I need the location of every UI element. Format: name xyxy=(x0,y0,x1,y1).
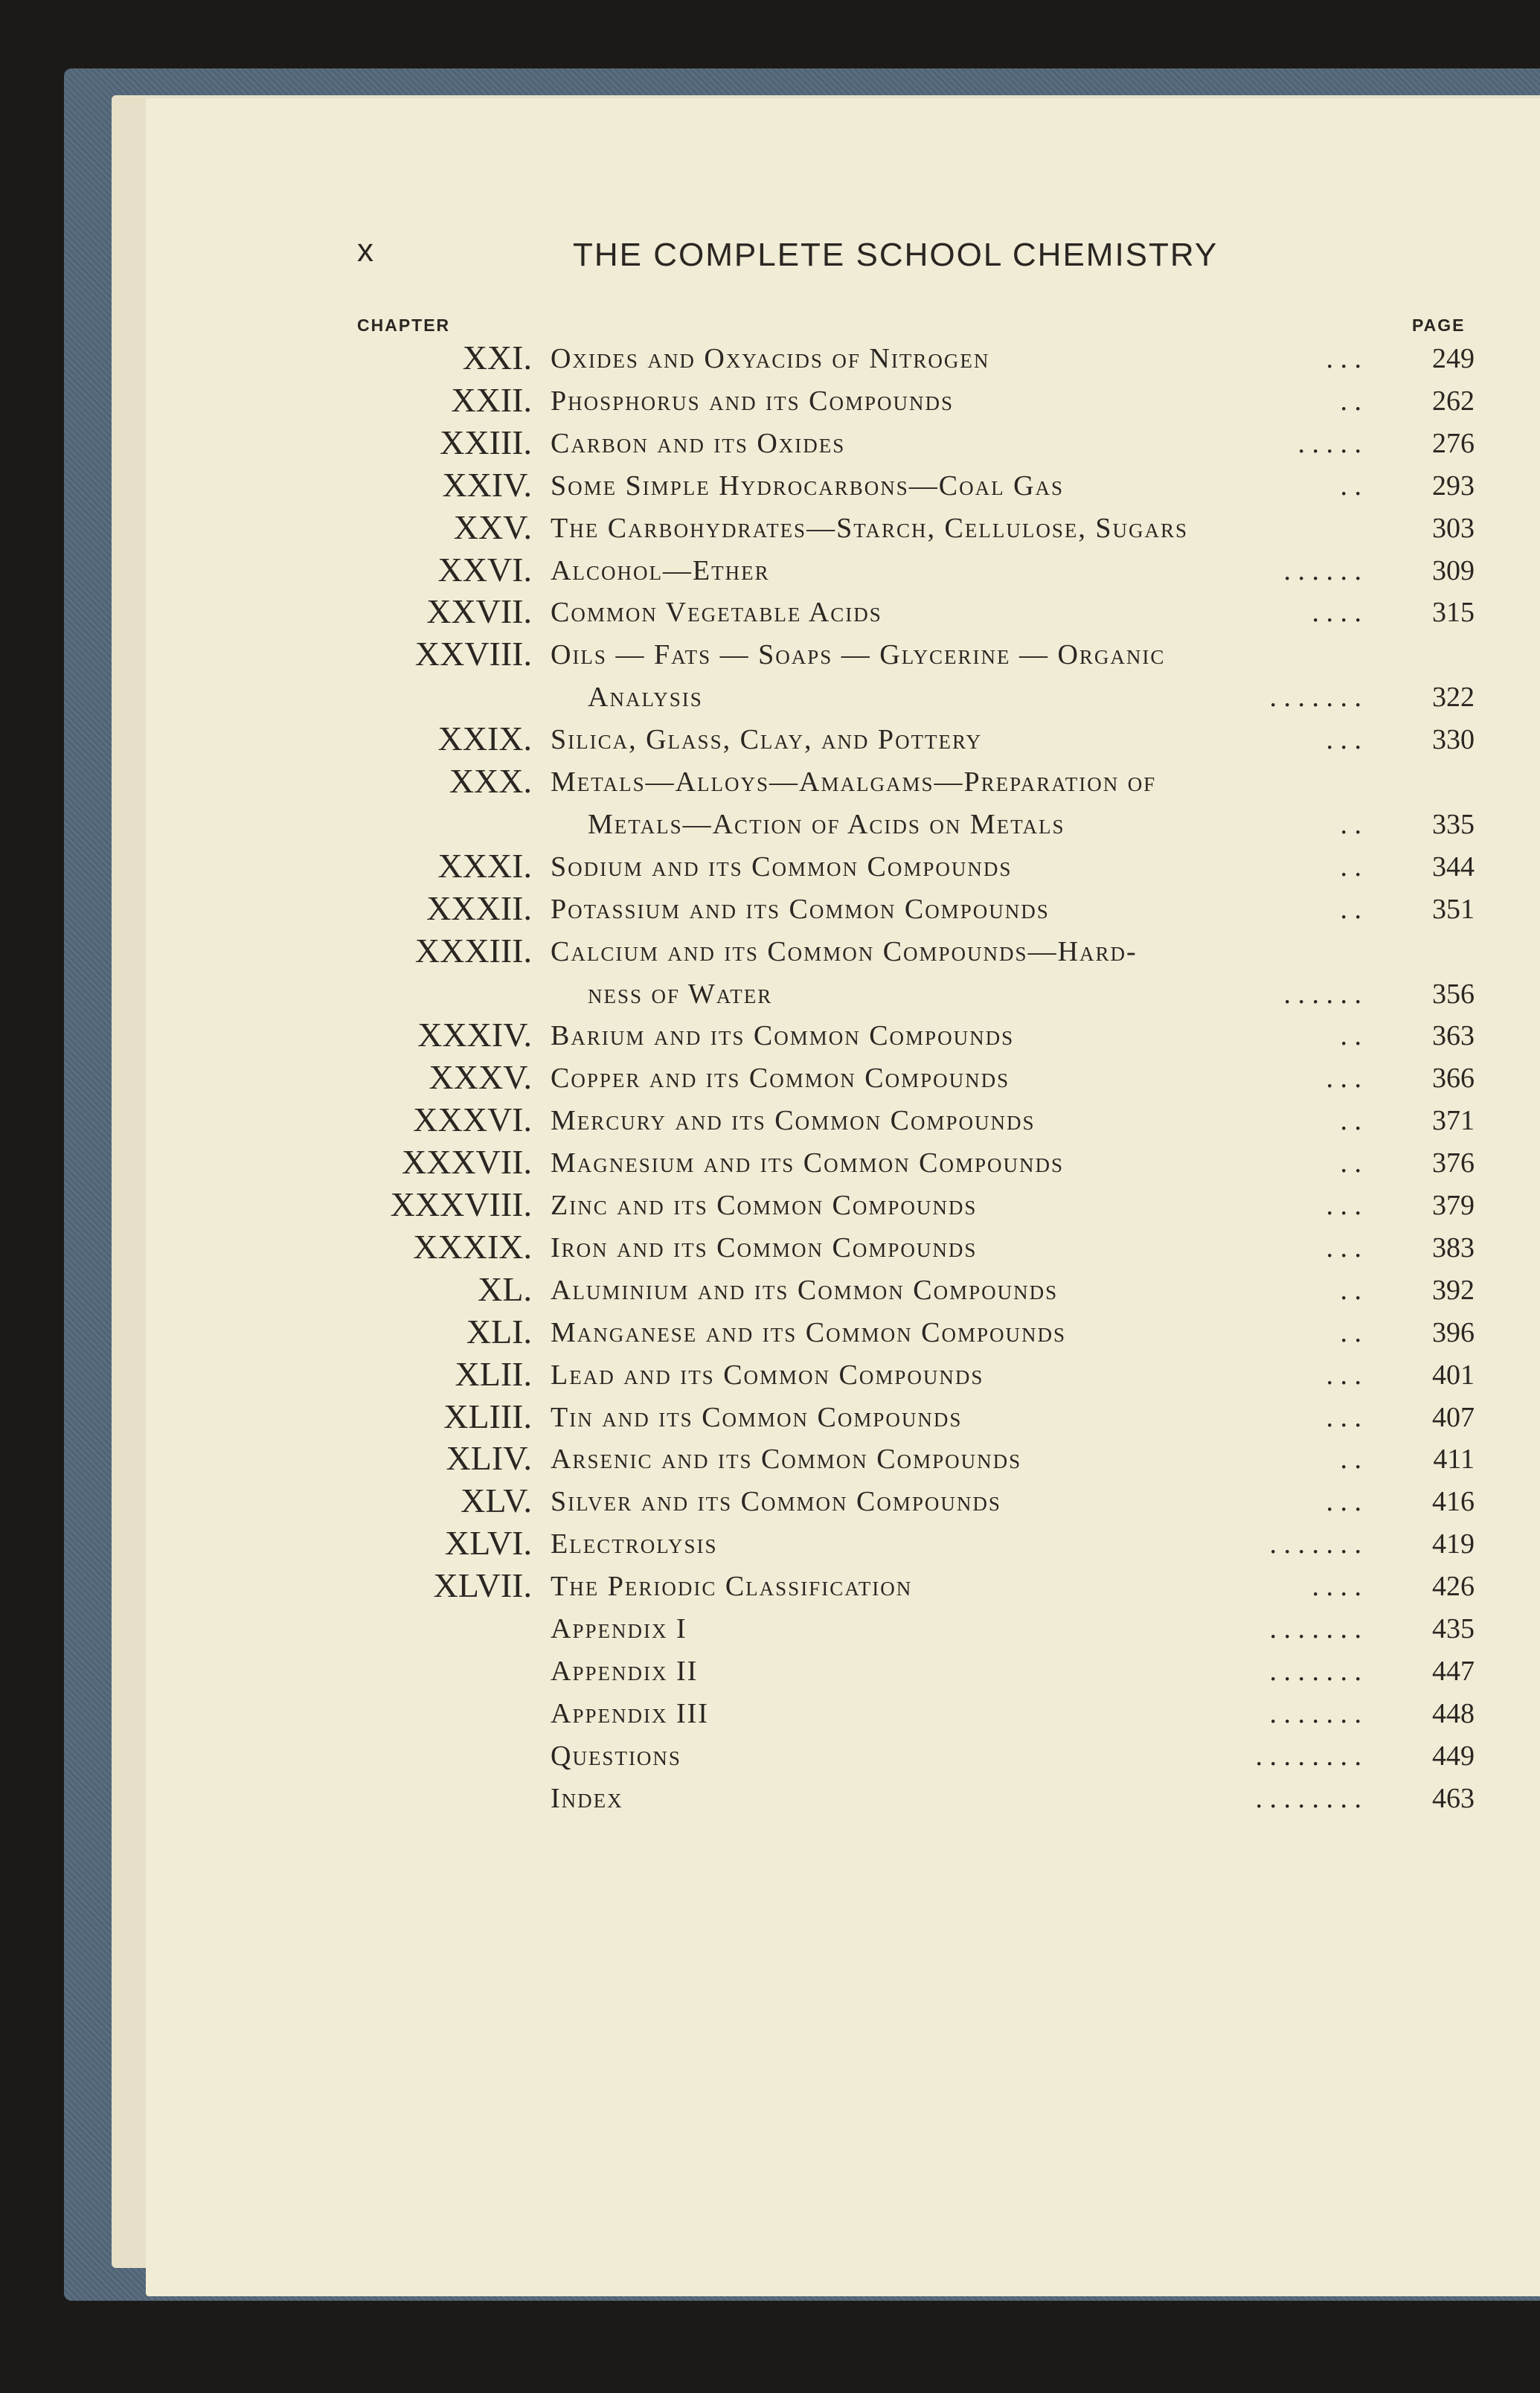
leader-dots: . . . . . . . . xyxy=(1255,1783,1361,1814)
chapter-title: Electrolysis xyxy=(551,1528,718,1560)
chapter-title: Sodium and its Common Compounds xyxy=(551,851,1013,882)
leader-dots: . . xyxy=(1340,1317,1361,1348)
chapter-title: Silver and its Common Compounds xyxy=(551,1486,1001,1517)
chapter-number: XXIX. xyxy=(437,720,532,757)
toc-entry xyxy=(0,1566,1540,1608)
chapter-title: Some Simple Hydrocarbons—Coal Gas xyxy=(551,470,1065,502)
chapter-title: ness of Water xyxy=(588,978,773,1010)
toc-entry xyxy=(0,1481,1540,1523)
leader-dots: . . . . xyxy=(1312,597,1361,628)
toc-entry xyxy=(0,1057,1540,1100)
page-number: 416 xyxy=(1432,1486,1475,1517)
page-number: 383 xyxy=(1432,1232,1475,1263)
toc-entry xyxy=(0,761,1540,804)
page-number: 363 xyxy=(1432,1020,1475,1051)
page-number: 411 xyxy=(1433,1444,1475,1475)
page-number: 276 xyxy=(1432,428,1475,459)
page-number: 371 xyxy=(1432,1105,1475,1136)
toc-entry xyxy=(0,1693,1540,1735)
toc-entry xyxy=(0,1185,1540,1227)
toc-entry xyxy=(0,592,1540,634)
page-number: 392 xyxy=(1432,1275,1475,1306)
toc-entry xyxy=(0,507,1540,550)
chapter-number: XXXII. xyxy=(426,889,532,927)
leader-dots: . . xyxy=(1340,894,1361,925)
chapter-title: Appendix I xyxy=(551,1613,687,1644)
chapter-title: Calcium and its Common Compounds—Hard- xyxy=(551,936,1138,967)
chapter-number: XLVII. xyxy=(433,1566,532,1604)
toc-entry xyxy=(0,1778,1540,1820)
leader-dots: . . . xyxy=(1326,1359,1361,1391)
page-number: 335 xyxy=(1432,809,1475,840)
toc-entry xyxy=(0,1438,1540,1481)
chapter-title: Appendix III xyxy=(551,1698,709,1729)
leader-dots: . . . . . . xyxy=(1283,978,1361,1010)
chapter-title: Phosphorus and its Compounds xyxy=(551,385,955,417)
chapter-number: XXXVI. xyxy=(413,1101,532,1138)
toc-entry xyxy=(0,846,1540,888)
toc-entry xyxy=(0,1227,1540,1269)
toc-entry xyxy=(0,1608,1540,1650)
chapter-number: XLV. xyxy=(461,1481,532,1519)
page-number: 262 xyxy=(1432,385,1475,417)
chapter-title: Metals—Alloys—Amalgams—Preparation of xyxy=(551,766,1157,798)
chapter-number: XXXIII. xyxy=(414,932,532,970)
chapter-number: XLVI. xyxy=(444,1524,532,1562)
chapter-title: Oxides and Oxyacids of Nitrogen xyxy=(551,343,990,374)
chapter-number: XXXIX. xyxy=(413,1228,532,1266)
toc-entry xyxy=(0,634,1540,676)
toc-entry xyxy=(0,973,1540,1016)
page-number: 376 xyxy=(1432,1147,1475,1179)
chapter-title: Magnesium and its Common Compounds xyxy=(551,1147,1065,1179)
page-number: 407 xyxy=(1432,1402,1475,1433)
chapter-number: XXVII. xyxy=(426,592,532,630)
page-number: 447 xyxy=(1432,1656,1475,1687)
toc-entry xyxy=(0,1015,1540,1057)
chapter-number: XXIII. xyxy=(440,423,532,461)
toc-entry xyxy=(0,888,1540,931)
chapter-title: Arsenic and its Common Compounds xyxy=(551,1444,1022,1475)
chapter-number: XLI. xyxy=(466,1313,532,1351)
chapter-number: XXII. xyxy=(451,381,532,419)
page-number: 426 xyxy=(1432,1571,1475,1602)
page-number: 303 xyxy=(1432,513,1475,544)
chapter-title: Mercury and its Common Compounds xyxy=(551,1105,1036,1136)
chapter-number: XXI. xyxy=(462,339,532,377)
chapter-title: Lead and its Common Compounds xyxy=(551,1359,984,1391)
chapter-number: XLIII. xyxy=(443,1397,532,1435)
toc-entry xyxy=(0,1650,1540,1693)
leader-dots: . . xyxy=(1340,385,1361,417)
leader-dots: . . . . xyxy=(1312,1571,1361,1602)
chapter-title: Barium and its Common Compounds xyxy=(551,1020,1015,1051)
chapter-number: XLIV. xyxy=(446,1439,532,1477)
leader-dots: . . xyxy=(1340,851,1361,882)
chapter-title: Alcohol—Ether xyxy=(551,555,770,586)
toc-entry xyxy=(0,338,1540,380)
chapter-title: Aluminium and its Common Compounds xyxy=(551,1275,1059,1306)
chapter-number: XXVIII. xyxy=(414,635,532,673)
leader-dots: . . . xyxy=(1326,1232,1361,1263)
chapter-number: XXV. xyxy=(453,508,532,546)
page-number: 309 xyxy=(1432,555,1475,586)
leader-dots: . . . . . . . xyxy=(1269,1656,1361,1687)
leader-dots: . . . . . . . xyxy=(1269,1528,1361,1560)
chapter-title: Common Vegetable Acids xyxy=(551,597,882,628)
chapter-title: Analysis xyxy=(588,682,703,713)
leader-dots: . . . . . . . xyxy=(1269,1698,1361,1729)
leader-dots: . . . xyxy=(1326,724,1361,755)
page-number: 315 xyxy=(1432,597,1475,628)
page-number: 293 xyxy=(1432,470,1475,502)
toc-entry xyxy=(0,1523,1540,1566)
chapter-title: Copper and its Common Compounds xyxy=(551,1063,1010,1094)
page-number: 449 xyxy=(1432,1740,1475,1772)
toc-entry xyxy=(0,1269,1540,1312)
page-number: 351 xyxy=(1432,894,1475,925)
chapter-number: XXXI. xyxy=(437,847,532,885)
chapter-title: Potassium and its Common Compounds xyxy=(551,894,1050,925)
chapter-number: XXX. xyxy=(449,762,532,800)
toc-entry xyxy=(0,465,1540,507)
chapter-title: Carbon and its Oxides xyxy=(551,428,846,459)
page-number: 435 xyxy=(1432,1613,1475,1644)
table-of-contents xyxy=(0,338,1540,1826)
page-column-label: PAGE xyxy=(1412,315,1466,335)
toc-entry xyxy=(0,1735,1540,1778)
leader-dots: . . . . . . . xyxy=(1269,1613,1361,1644)
leader-dots: . . xyxy=(1340,1275,1361,1306)
toc-entry xyxy=(0,719,1540,761)
chapter-title: The Carbohydrates—Starch, Cellulose, Sugars xyxy=(551,513,1189,544)
chapter-number: XLII. xyxy=(455,1355,532,1393)
leader-dots: . . . xyxy=(1326,1402,1361,1433)
toc-entry xyxy=(0,1142,1540,1185)
page-number: 330 xyxy=(1432,724,1475,755)
running-head xyxy=(0,232,1540,277)
chapter-title: Tin and its Common Compounds xyxy=(551,1402,963,1433)
toc-entry xyxy=(0,1100,1540,1142)
leader-dots: . . xyxy=(1340,1147,1361,1179)
chapter-number: XXXVIII. xyxy=(390,1185,532,1223)
toc-entry xyxy=(0,676,1540,719)
leader-dots: . . xyxy=(1340,470,1361,502)
chapter-title: Metals—Action of Acids on Metals xyxy=(588,809,1065,840)
leader-dots: . . xyxy=(1340,809,1361,840)
page-number: 356 xyxy=(1432,978,1475,1010)
folio: x xyxy=(357,232,373,269)
leader-dots: . . . xyxy=(1326,343,1361,374)
toc-entry xyxy=(0,1354,1540,1397)
leader-dots: . . . . . . . xyxy=(1269,682,1361,713)
chapter-title: Appendix II xyxy=(551,1656,699,1687)
chapter-column-label: CHAPTER xyxy=(357,315,451,335)
page-number: 401 xyxy=(1432,1359,1475,1391)
toc-entry xyxy=(0,1312,1540,1354)
chapter-title: Manganese and its Common Compounds xyxy=(551,1317,1067,1348)
chapter-title: Questions xyxy=(551,1740,681,1772)
chapter-number: XXXIV. xyxy=(417,1016,532,1054)
chapter-title: Iron and its Common Compounds xyxy=(551,1232,978,1263)
chapter-number: XXXV. xyxy=(429,1058,532,1096)
toc-entry xyxy=(0,931,1540,973)
page-number: 463 xyxy=(1432,1783,1475,1814)
chapter-title: The Periodic Classification xyxy=(551,1571,913,1602)
chapter-title: Oils — Fats — Soaps — Glycerine — Organic xyxy=(551,639,1166,670)
leader-dots: . . . . . . . . xyxy=(1255,1740,1361,1772)
chapter-number: XXXVII. xyxy=(401,1143,532,1181)
page-number: 366 xyxy=(1432,1063,1475,1094)
book-title: THE COMPLETE SCHOOL CHEMISTRY xyxy=(573,237,1219,273)
leader-dots: . . . . . xyxy=(1297,428,1361,459)
leader-dots: . . xyxy=(1340,1444,1361,1475)
page-number: 344 xyxy=(1432,851,1475,882)
chapter-title: Zinc and its Common Compounds xyxy=(551,1190,978,1221)
toc-entry xyxy=(0,380,1540,423)
leader-dots: . . . . . . xyxy=(1283,555,1361,586)
page-number: 448 xyxy=(1432,1698,1475,1729)
leader-dots: . . xyxy=(1340,1105,1361,1136)
toc-entry xyxy=(0,804,1540,846)
toc-entry xyxy=(0,550,1540,592)
chapter-title: Silica, Glass, Clay, and Pottery xyxy=(551,724,983,755)
toc-entry xyxy=(0,1397,1540,1439)
chapter-title: Index xyxy=(551,1783,623,1814)
leader-dots: . . . xyxy=(1326,1063,1361,1094)
leader-dots: . . . xyxy=(1326,1486,1361,1517)
leader-dots: . . . xyxy=(1326,1190,1361,1221)
chapter-number: XXVI. xyxy=(437,551,532,589)
page-number: 419 xyxy=(1432,1528,1475,1560)
page-number: 396 xyxy=(1432,1317,1475,1348)
chapter-number: XL. xyxy=(478,1270,532,1308)
page-number: 322 xyxy=(1432,682,1475,713)
toc-entry xyxy=(0,423,1540,465)
page-number: 379 xyxy=(1432,1190,1475,1221)
leader-dots: . . xyxy=(1340,1020,1361,1051)
page-number: 249 xyxy=(1432,343,1475,374)
chapter-number: XXIV. xyxy=(442,466,532,504)
